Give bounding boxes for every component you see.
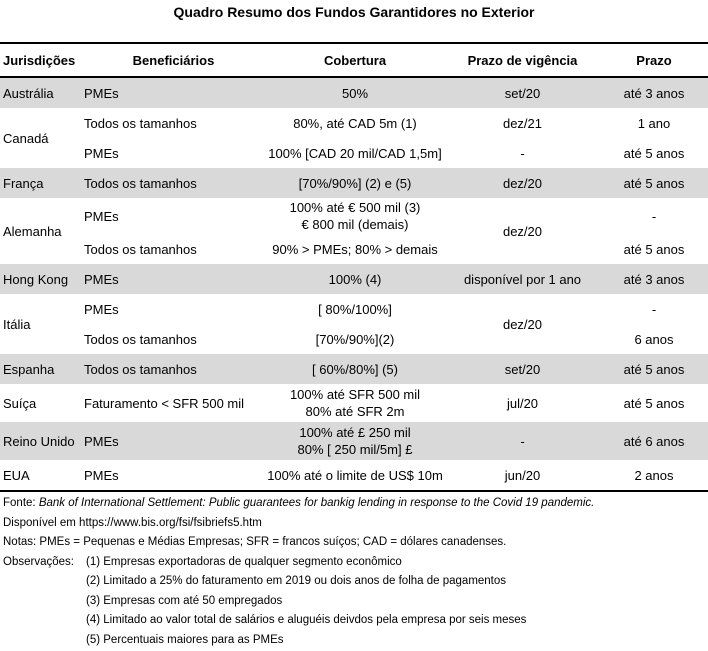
cell-prazo: até 3 anos [600, 264, 708, 294]
source-text: Bank of International Settlement: Public guarantees for bankig lending in response to the Covid 19 pandemic. [38, 497, 595, 509]
cell-beneficiarios: Todos os tamanhos [84, 241, 197, 257]
cell-jurisdicao: França [0, 168, 82, 198]
cell-prazo: 6 anos [634, 331, 674, 347]
cell-beneficiarios: Todos os tamanhos [84, 115, 197, 131]
table-row-canada-2 [0, 138, 708, 168]
cell-cobertura: [ 80%/100%] [318, 301, 392, 317]
notes-section [3, 494, 705, 650]
cell-cobertura: [70%/90%](2) [315, 331, 395, 347]
table-row-canada-1 [0, 108, 708, 138]
header-jurisdicoes: Jurisdições [0, 43, 82, 77]
table-row-italia-1 [0, 294, 708, 324]
table-row-hong-kong [0, 264, 708, 294]
observation-item: (5) Percentuais maiores para as PMEs [86, 633, 284, 646]
cell-prazo: até 6 anos [600, 422, 708, 460]
cobertura-line-1: 100% até SFR 500 mil [289, 387, 421, 402]
source-prefix: Fonte: [3, 497, 39, 509]
header-cobertura: Cobertura [265, 43, 445, 77]
cell-jurisdicao: Espanha [0, 354, 82, 384]
cell-jurisdicao: EUA [0, 460, 82, 491]
abbreviations-line: Notas: PMEs = Pequenas e Médias Empresas; SFR = francos suíços; CAD = dólares canadenses. [3, 536, 507, 548]
cell-cobertura: 90% > PMEs; 80% > demais [272, 241, 438, 257]
header-prazo: Prazo [600, 43, 708, 77]
observation-item: (2) Limitado a 25% do faturamento em 2019 ou dois anos de folha de pagamentos [86, 575, 507, 587]
table-header-row [0, 43, 708, 77]
header-beneficiarios: Beneficiários [82, 43, 265, 77]
summary-table [0, 42, 708, 492]
cell-cobertura: 100% (4) [265, 264, 445, 294]
cell-jurisdicao: Suíça [3, 395, 37, 411]
table-row-alemanha-1 [0, 198, 708, 234]
cell-prazo: até 5 anos [600, 354, 708, 384]
cell-cobertura: 50% [265, 77, 445, 108]
cell-vigencia: dez/20 [445, 168, 600, 198]
cell-jurisdicao: Reino Unido [0, 422, 82, 460]
cell-cobertura: 100% até o limite de US$ 10m [265, 460, 445, 491]
cell-vigencia: dez/21 [502, 115, 543, 131]
cell-vigencia: - [445, 422, 600, 460]
table-row-alemanha-2 [0, 234, 708, 264]
cell-prazo: - [651, 208, 657, 224]
cell-prazo: 1 ano [637, 115, 671, 131]
cell-prazo: até 3 anos [600, 77, 708, 108]
cell-jurisdicao: Itália [3, 316, 31, 332]
cell-cobertura: [ 60%/80%] (5) [265, 354, 445, 384]
cell-cobertura: [70%/90%] (2) e (5) [265, 168, 445, 198]
cell-beneficiarios: PMEs [84, 301, 119, 317]
cobertura-line-2: € 800 mil (demais) [301, 217, 409, 232]
available-line: Disponível em https://www.bis.org/fsi/fsibriefs5.htm [3, 516, 262, 529]
cobertura-line-1: 100% até £ 250 mil [299, 425, 411, 440]
table-row-franca [0, 168, 708, 198]
source-line [3, 494, 705, 514]
observation-item: (3) Empresas com até 50 empregados [86, 594, 283, 607]
cell-jurisdicao: Austrália [0, 77, 82, 108]
cell-prazo: - [651, 301, 657, 317]
cell-beneficiarios: Todos os tamanhos [82, 168, 265, 198]
observation-item: (4) Limitado ao valor total de salários e aluguéis deivdos pela empresa por seis meses [86, 614, 527, 626]
cell-jurisdicao: Hong Kong [0, 264, 82, 294]
cell-prazo: até 5 anos [623, 145, 685, 161]
cell-prazo: 2 anos [600, 460, 708, 491]
cell-jurisdicao: Canadá [3, 130, 49, 146]
table-row-suica [0, 384, 708, 422]
cell-beneficiarios: Todos os tamanhos [82, 354, 265, 384]
cell-vigencia: dez/20 [502, 223, 543, 239]
cell-vigencia: - [520, 145, 525, 161]
cell-beneficiarios: PMEs [82, 460, 265, 491]
cell-cobertura [265, 384, 445, 422]
cell-jurisdicao: Alemanha [3, 223, 62, 239]
cell-vigencia: set/20 [445, 354, 600, 384]
cell-cobertura: 100% [CAD 20 mil/CAD 1,5m] [268, 145, 442, 161]
cell-beneficiarios: PMEs [84, 145, 119, 161]
observation-item: (1) Empresas exportadoras de qualquer segmento econômico [86, 555, 402, 568]
cell-cobertura [265, 198, 445, 234]
table-row-espanha [0, 354, 708, 384]
header-prazo-vigencia: Prazo de vigência [445, 43, 600, 77]
cell-beneficiarios: PMEs [82, 264, 265, 294]
observations-first-row [3, 553, 705, 573]
cell-cobertura [265, 422, 445, 460]
cell-beneficiarios: Todos os tamanhos [84, 331, 197, 347]
cell-beneficiarios: Faturamento < SFR 500 mil [84, 395, 245, 411]
cell-beneficiarios: PMEs [82, 77, 265, 108]
document-title: Quadro Resumo dos Fundos Garantidores no Exterior [173, 4, 535, 20]
table-row-australia [0, 77, 708, 108]
cell-vigencia: set/20 [445, 77, 600, 108]
cell-vigencia: disponível por 1 ano [445, 264, 600, 294]
table-row-italia-2 [0, 324, 708, 354]
cobertura-line-2: 80% [ 250 mil/5m] £ [297, 442, 413, 457]
cell-beneficiarios: PMEs [84, 208, 119, 224]
cell-cobertura: 80%, até CAD 5m (1) [293, 115, 417, 131]
cell-prazo: até 5 anos [623, 241, 685, 257]
cell-vigencia: dez/20 [502, 316, 543, 332]
cell-prazo: até 5 anos [600, 168, 708, 198]
observations-label: Observações: [3, 555, 74, 568]
cell-beneficiarios: PMEs [82, 422, 265, 460]
cell-vigencia: jun/20 [445, 460, 600, 491]
cobertura-line-1: 100% até € 500 mil (3) [289, 200, 421, 215]
cell-vigencia: jul/20 [506, 395, 539, 411]
table-row-eua [0, 460, 708, 491]
cell-prazo: até 5 anos [623, 395, 685, 411]
table-row-reino-unido [0, 422, 708, 460]
cobertura-line-2: 80% até SFR 2m [305, 404, 405, 419]
